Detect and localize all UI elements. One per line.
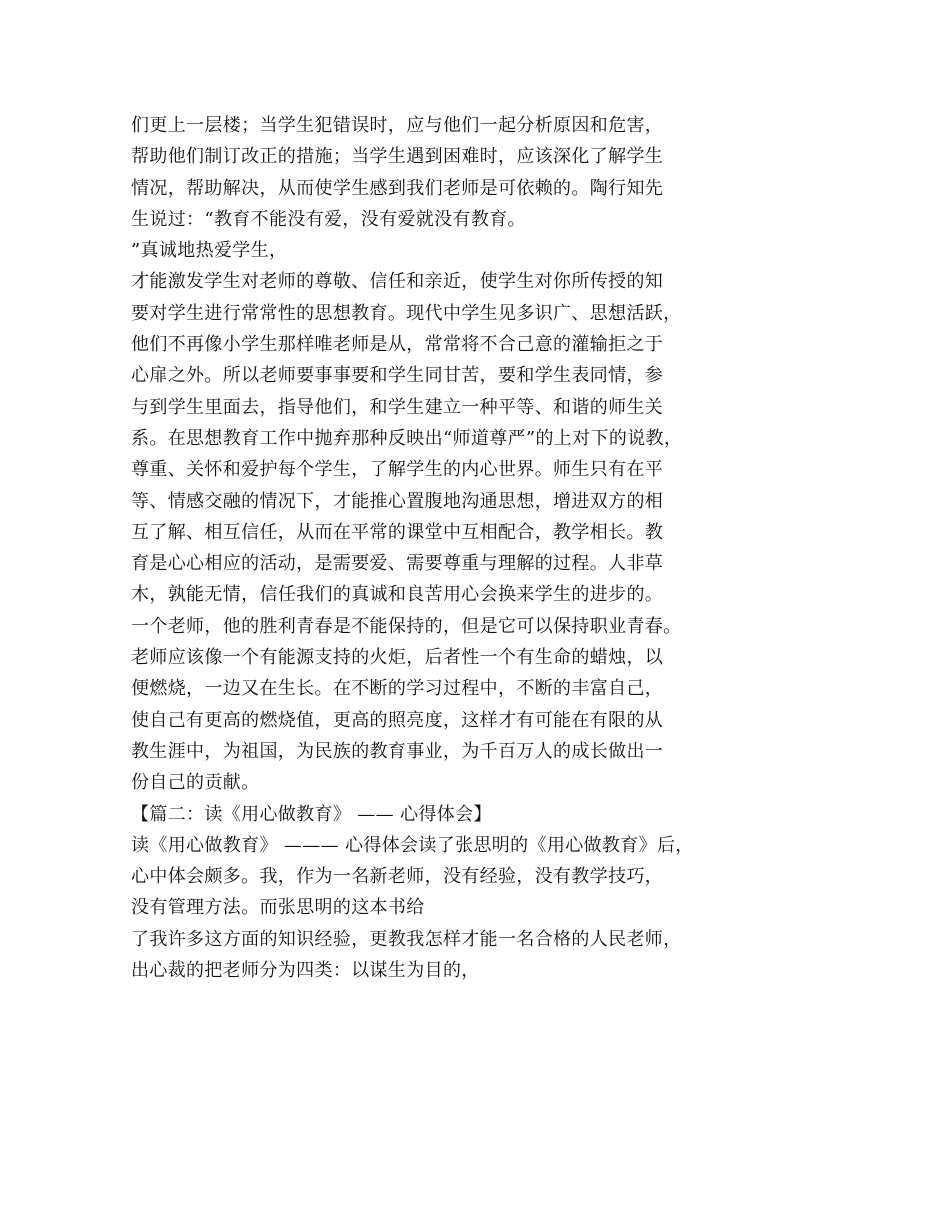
text-line: 等、情感交融的情况下，才能推心置腹地沟通思想，增进双方的相 — [131, 490, 664, 512]
section-heading: 【篇二：读《用心做教育》 —— 心得体会】 — [131, 803, 492, 825]
text-line: 他们不再像小学生那样唯老师是从，常常将不合己意的灌输拒之于 — [131, 334, 664, 356]
text-line: 出心裁的把老师分为四类：以谋生为目的， — [131, 960, 480, 982]
text-line: 育是心心相应的活动，是需要爱、需要尊重与理解的过程。人非草 — [131, 553, 664, 575]
text-line: 读《用心做教育》 ——— 心得体会读了张思明的《用心做教育》后， — [131, 834, 694, 856]
text-line: 心中体会颇多。我，作为一名新老师，没有经验，没有教学技巧， — [131, 866, 664, 888]
text-line: 要对学生进行常常性的思想教育。现代中学生见多识广、思想活跃， — [131, 302, 682, 324]
text-line: 心扉之外。所以老师要事事要和学生同甘苦，要和学生表同情，参 — [131, 365, 664, 387]
text-line: 老师应该像一个有能源支持的火炬，后者性一个有生命的蜡烛，以 — [131, 647, 664, 669]
text-line: 使自己有更高的燃烧值，更高的照亮度，这样才有可能在有限的从 — [131, 709, 664, 731]
text-line: 互了解、相互信任，从而在平常的课堂中互相配合，教学相长。教 — [131, 521, 664, 543]
text-line: 尊重、关怀和爱护每个学生，了解学生的内心世界。师生只有在平 — [131, 459, 664, 481]
text-line: 了我许多这方面的知识经验，更教我怎样才能一名合格的人民老师， — [131, 928, 682, 950]
text-line: ”真诚地热爱学生， — [131, 240, 288, 262]
document-text-body — [131, 110, 771, 986]
text-line: 帮助他们制订改正的措施；当学生遇到困难时，应该深化了解学生 — [131, 146, 664, 168]
text-line: 们更上一层楼；当学生犯错误时，应与他们一起分析原因和危害， — [131, 115, 664, 136]
text-line: 份自己的贡献。 — [131, 772, 260, 794]
text-line: 系。在思想教育工作中抛弃那种反映出“师道尊严”的上对下的说教， — [131, 427, 683, 449]
text-line: 生说过：“教育不能没有爱，没有爱就没有教育。 — [131, 208, 526, 230]
text-line: 便燃烧，一边又在生长。在不断的学习过程中，不断的丰富自己， — [131, 678, 664, 700]
text-line: 情况，帮助解决，从而使学生感到我们老师是可依赖的。陶行知先 — [131, 177, 664, 199]
text-line: 与到学生里面去，指导他们，和学生建立一种平等、和谐的师生关 — [131, 396, 664, 418]
text-line: 没有管理方法。而张思明的这本书给 — [131, 897, 425, 919]
text-line: 教生涯中，为祖国，为民族的教育事业，为千百万人的成长做出一 — [131, 740, 664, 762]
text-line: 才能激发学生对老师的尊敬、信任和亲近，使学生对你所传授的知 — [131, 271, 664, 293]
text-line: 木，孰能无情，信任我们的真诚和良苦用心会换来学生的进步的。 — [131, 584, 664, 606]
text-line: 一个老师，他的胜利青春是不能保持的，但是它可以保持职业青春。 — [131, 615, 682, 637]
